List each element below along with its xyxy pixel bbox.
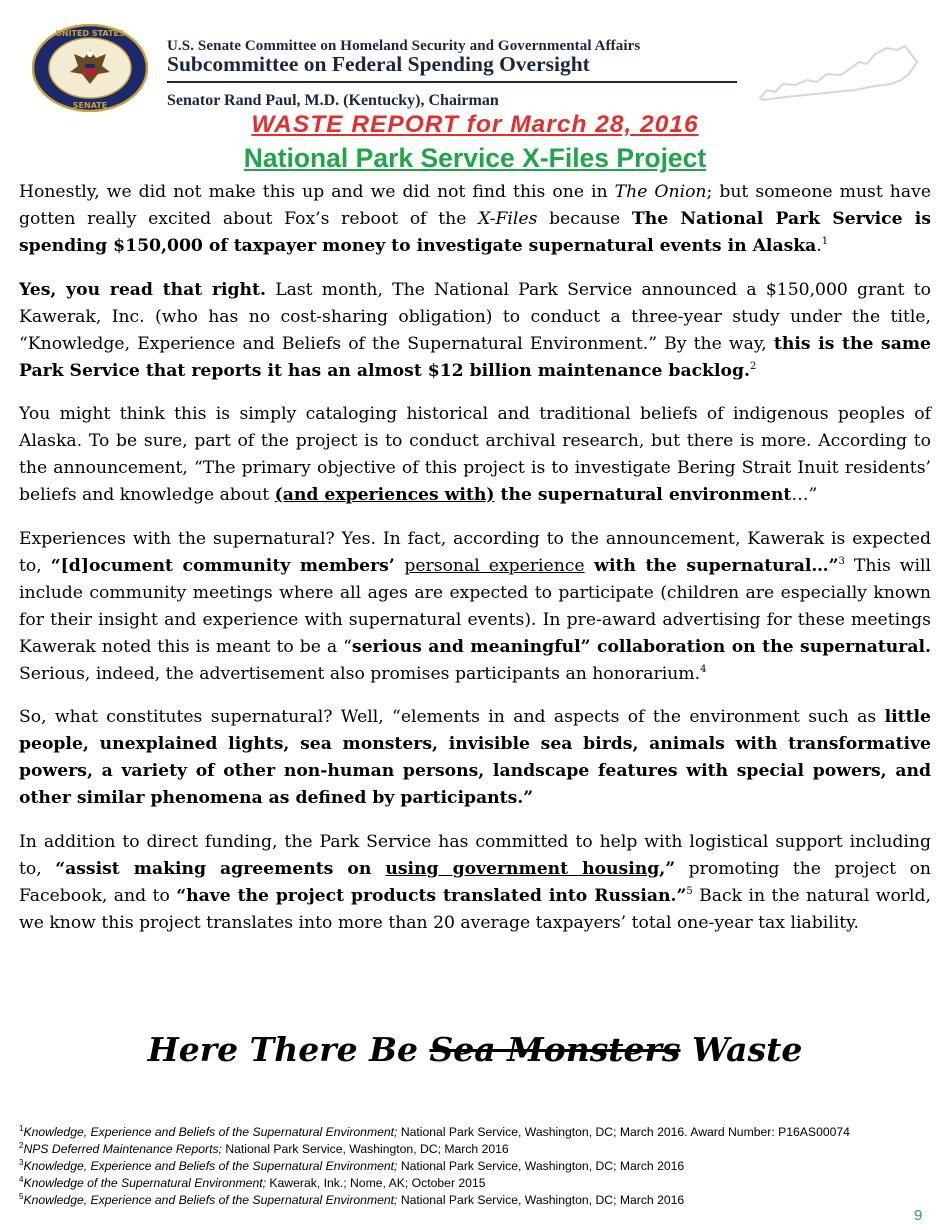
- seal-bottom-text: SENATE: [72, 101, 108, 110]
- letterhead: [0, 0, 950, 120]
- footnotes: [19, 1124, 931, 1209]
- footnote-ref-2: 2: [749, 360, 757, 372]
- report-body: [19, 179, 931, 953]
- chairman-name: Senator Rand Paul, M.D. (Kentucky), Chairman: [167, 92, 499, 109]
- committee-name: U.S. Senate Committee on Homeland Security and Governmental Affairs: [167, 38, 641, 54]
- footnote-ref-4: 4: [700, 663, 707, 675]
- footnote-ref-1: 1: [821, 236, 829, 247]
- footnote: $^4$Knowledge of the Supernatural Environment; Kawerak, Ink.; Nome, AK; October 2015: [19, 1175, 486, 1190]
- kentucky-outline-icon: [755, 40, 920, 105]
- footnote: $^1$Knowledge, Experience and Beliefs of the Supernatural Environment; National Park Service, Washington, DC; March 2016. Award Number: P16AS00074: [19, 1124, 850, 1139]
- paragraph-4: Experiences with the supernatural? Yes. In fact, according to the announcement, Kawerak is expected to, “[d]ocument community members’ personal experience with the supernatural…”$^3$ This will include community meetings where all ages are expected to participate (children are especially known for their insight and experience with supernatural events). In pre-award advertising for these meetings Kawerak noted this is meant to be a “serious and meaningful” collaboration on the supernatural. Serious, indeed, the advertisement also promises participants an honorarium.$^4$: [19, 528, 932, 684]
- paragraph-3: You might think this is simply cataloging historical and traditional beliefs of indigenous peoples of Alaska. To be sure, part of the project is to conduct archival research, but there is more. According to the announcement, “The primary objective of this project is to investigate Bering Strait Inuit residents’ beliefs and knowledge about (and experiences with) the supernatural environment…”: [19, 404, 931, 505]
- project-title: National Park Service X-Files Project: [243, 143, 707, 173]
- paragraph-2: Yes, you read that right. Last month, The National Park Service announced a $150,000 grant to Kawerak, Inc. (who has no cost-sharing obligation) to conduct a three-year study under the title, “Knowledge, Experience and Beliefs of the Supernatural Environment.” By the way, this is the same Park Service that reports it has an almost $12 billion maintenance backlog.$^2$: [19, 279, 931, 381]
- header-divider: [167, 81, 737, 83]
- report-title: WASTE REPORT for March 28, 2016: [251, 111, 699, 138]
- paragraph-1: Honestly, we did not make this up and we did not find this one in The Onion; but someone must have gotten really excited about Fox’s reboot of the X-Files because The National Park Service is spending $150,000 of taxpayer money to investigate supernatural events in Alaska.$^1$: [19, 182, 931, 256]
- slogan: Here There Be Sea Monsters Waste: [147, 1030, 803, 1069]
- senate-seal-icon: [32, 24, 148, 112]
- paragraph-6: In addition to direct funding, the Park Service has committed to help with logistical support including to, “assist making agreements on using government housing,” promoting the project on Facebook, and to “have the project products translated into Russian.”$^5$ Back in the natural world, we know this project translates into more than 20 average taxpayers’ total one-year tax liability.: [19, 831, 931, 933]
- footnote-ref-5: 5: [686, 885, 693, 897]
- seal-top-text: UNITED STATES: [55, 29, 125, 38]
- footnote-ref-3: 3: [838, 555, 845, 567]
- subcommittee-name: Subcommittee on Federal Spending Oversight: [167, 52, 590, 76]
- footnote: $^3$Knowledge, Experience and Beliefs of the Supernatural Environment; National Park Service, Washington, DC; March 2016: [19, 1158, 685, 1173]
- paragraph-5: So, what constitutes supernatural? Well, “elements in and aspects of the environment such as little people, unexplained lights, sea monsters, invisible sea birds, animals with transformative powers, a variety of other non-human persons, landscape features with special powers, and other similar phenomena as defined by participants.”: [19, 707, 931, 808]
- footnote: $^2$NPS Deferred Maintenance Reports; National Park Service, Washington, DC; March 2016: [19, 1141, 509, 1156]
- footnote: $^5$Knowledge, Experience and Beliefs of the Supernatural Environment; National Park Service, Washington, DC; March 2016: [19, 1192, 685, 1207]
- strikethrough-text: Sea Monsters: [429, 1030, 681, 1069]
- page-number: 9: [914, 1207, 923, 1224]
